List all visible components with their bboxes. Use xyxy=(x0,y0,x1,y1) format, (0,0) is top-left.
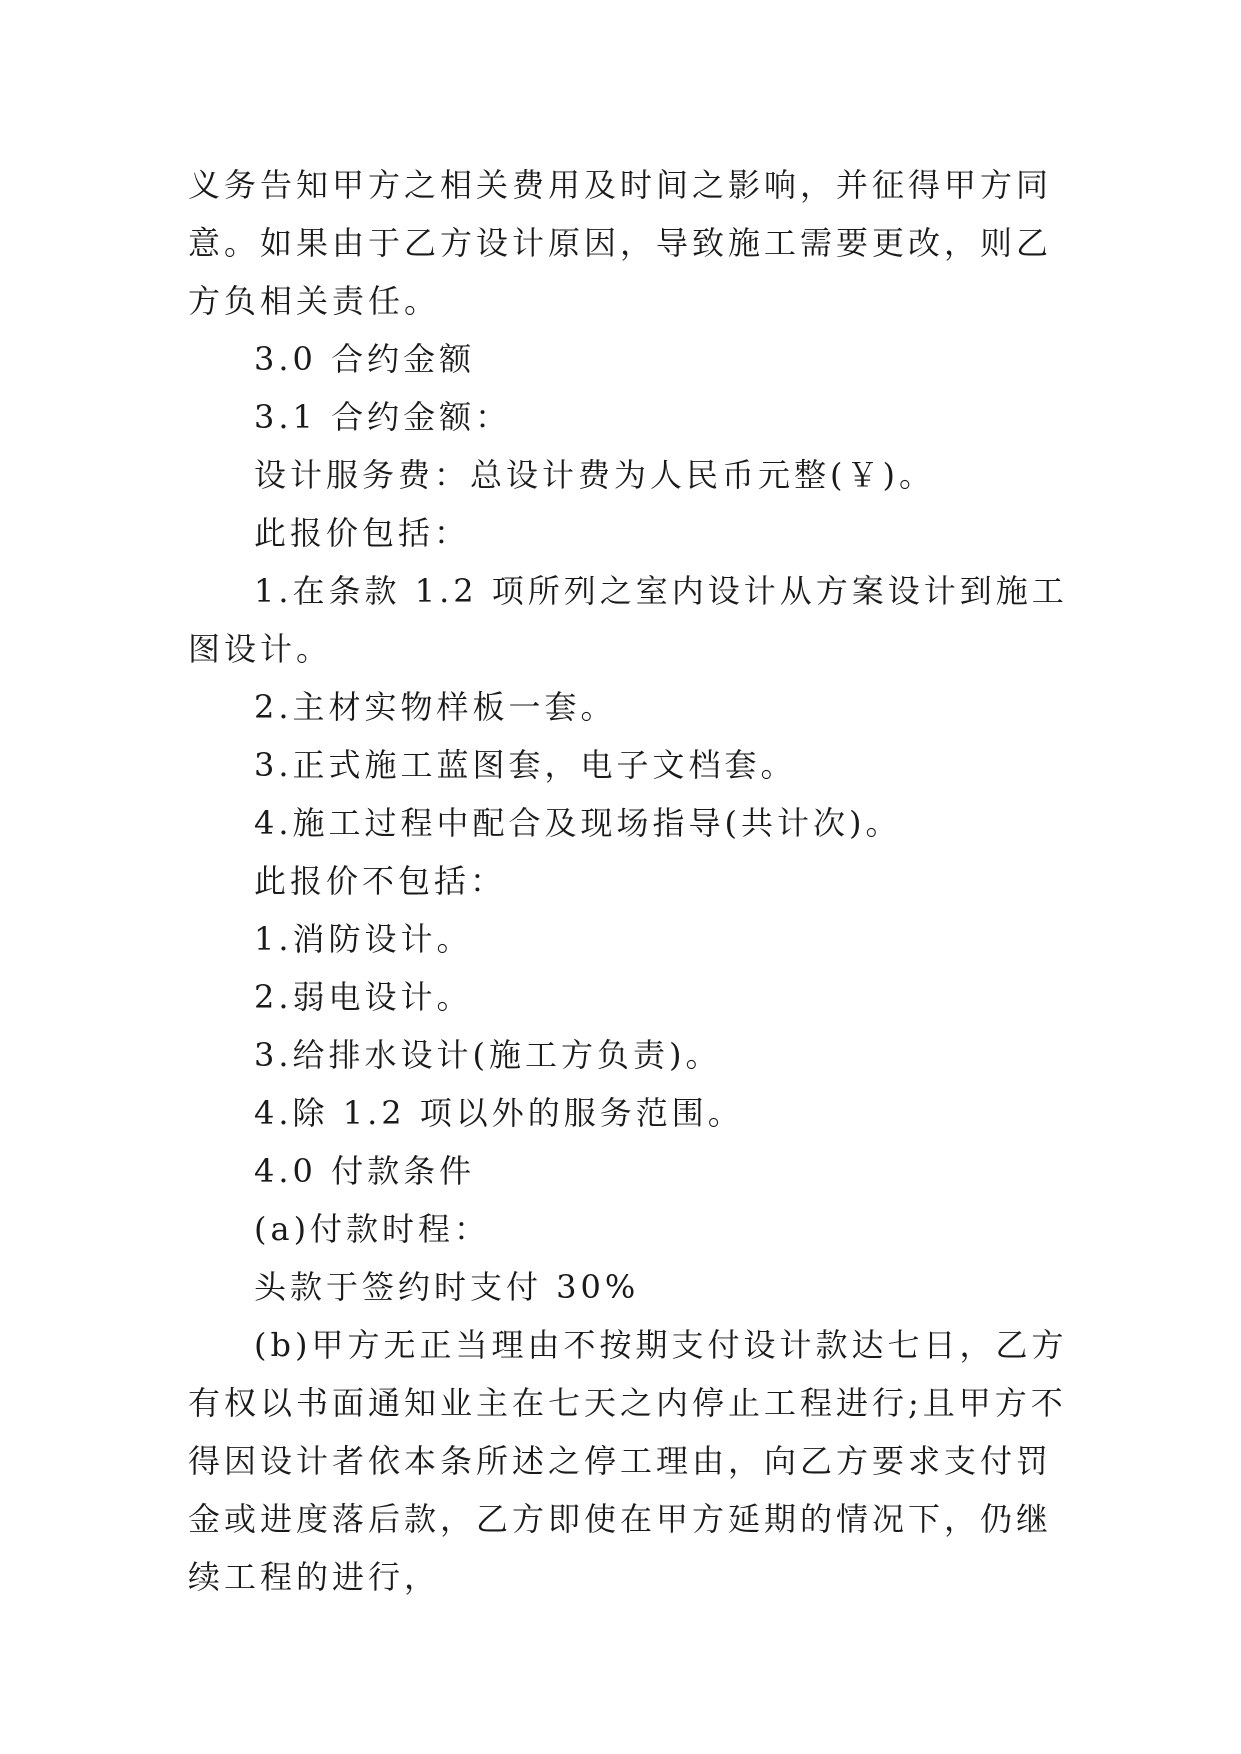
document-body xyxy=(188,156,1068,1606)
list-item: 3.给排水设计(施工方负责)。 xyxy=(254,1036,722,1074)
section-heading: 3.0 合约金额 xyxy=(254,340,476,378)
section-heading: 4.0 付款条件 xyxy=(254,1152,476,1190)
paragraph: (a)付款时程： xyxy=(254,1210,491,1248)
list-item: 1.在条款 1.2 项所列之室内设计从方案设计到施工图设计。 xyxy=(188,572,1068,668)
paragraph: 设计服务费：总设计费为人民币元整(￥)。 xyxy=(254,456,935,494)
list-item: 2.主材实物样板一套。 xyxy=(254,688,617,726)
paragraph: (b)甲方无正当理由不按期支付设计款达七日，乙方有权以书面通知业主在七天之内停止工程进行;且甲方不得因设计者依本条所述之停工理由，向乙方要求支付罚金或进度落后款，乙方即使在甲方延期的情况下，仍继续工程的进行， xyxy=(188,1326,1068,1596)
paragraph: 头款于签约时支付 30% xyxy=(254,1268,640,1306)
list-item: 3.正式施工蓝图套，电子文档套。 xyxy=(254,746,797,784)
paragraph: 此报价不包括： xyxy=(254,862,507,900)
subsection-heading: 3.1 合约金额： xyxy=(254,398,512,436)
list-item: 4.除 1.2 项以外的服务范围。 xyxy=(254,1094,744,1132)
paragraph: 义务告知甲方之相关费用及时间之影响，并征得甲方同意。如果由于乙方设计原因，导致施工需要更改，则乙方负相关责任。 xyxy=(188,166,1053,320)
list-item: 1.消防设计。 xyxy=(254,920,473,958)
paragraph: 此报价包括： xyxy=(254,514,471,552)
list-item: 4.施工过程中配合及现场指导(共计次)。 xyxy=(254,804,902,842)
list-item: 2.弱电设计。 xyxy=(254,978,473,1016)
